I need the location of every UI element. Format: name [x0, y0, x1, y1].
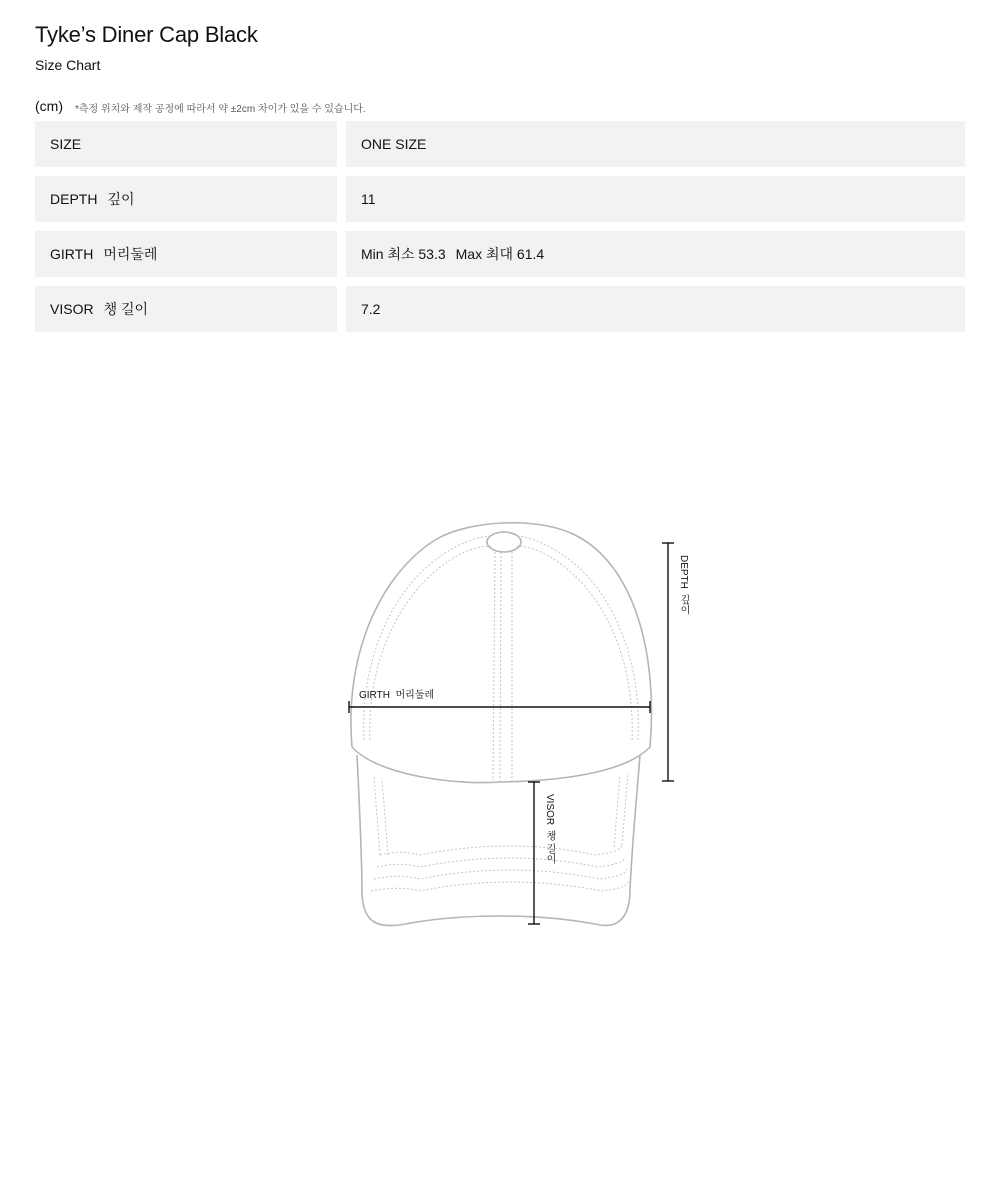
- row-label-en: GIRTH: [50, 246, 94, 262]
- cap-illustration: [340, 515, 710, 935]
- brim-front-edge: [352, 747, 650, 783]
- visor-value: 7.2: [361, 301, 381, 317]
- depth-label-kr: 깊이: [678, 594, 689, 615]
- visor-side-stitch-left: [374, 777, 380, 855]
- table-row-visor: [35, 286, 965, 332]
- visor-side-stitch-left-2: [382, 779, 388, 855]
- girth-max-value: 61.4: [516, 246, 545, 262]
- row-value: [346, 286, 965, 332]
- cap-outline: [351, 523, 652, 926]
- size-chart-subtitle: Size Chart: [35, 57, 101, 73]
- table-row-depth: [35, 176, 965, 222]
- row-label-kr: 머리둘레: [103, 246, 158, 262]
- visor-outline: [357, 755, 640, 926]
- girth-min-label: Min 최소: [361, 246, 415, 262]
- girth-min-value: 53.3: [418, 246, 446, 262]
- visor-label-en: VISOR: [544, 794, 555, 826]
- row-label: [35, 176, 337, 222]
- girth-diagram-label: [359, 686, 434, 701]
- row-label-kr: 챙 길이: [103, 301, 149, 317]
- table-row-size: [35, 121, 965, 167]
- row-value: [346, 231, 965, 277]
- depth-label-en: DEPTH: [678, 555, 689, 589]
- visor-diagram-label: [542, 794, 557, 863]
- product-title: Tyke’s Diner Cap Black: [35, 22, 258, 47]
- depth-value: 11: [361, 191, 376, 207]
- girth-label-en: GIRTH: [359, 690, 390, 701]
- crown-stitch-right-2: [516, 546, 632, 740]
- visor-label-kr: 챙 길이: [544, 830, 555, 864]
- center-seam-mid: [500, 552, 501, 781]
- girth-label-kr: 머리둘레: [395, 690, 435, 701]
- row-label: [35, 286, 337, 332]
- row-label-kr: 깊이: [107, 191, 135, 207]
- center-seam-left: [493, 552, 495, 781]
- cap-diagram: [340, 515, 710, 935]
- row-label: [35, 231, 337, 277]
- unit-label: (cm): [35, 98, 63, 114]
- cap-stitching: [364, 536, 639, 891]
- row-label-en: SIZE: [50, 136, 82, 152]
- visor-stitch-1: [380, 845, 622, 855]
- crown-stitch-right: [516, 536, 638, 740]
- visor-stitch-4: [371, 881, 629, 891]
- crown-stitch-left-2: [370, 546, 492, 740]
- visor-side-stitch-right-2: [614, 775, 620, 847]
- visor-stitch-3: [374, 869, 627, 879]
- visor-stitch-2: [377, 857, 625, 867]
- row-value: [346, 121, 965, 167]
- size-table: [35, 121, 965, 341]
- row-value: [346, 176, 965, 222]
- crown-stitch-left: [364, 536, 492, 740]
- table-row-girth: [35, 231, 965, 277]
- visor-side-stitch-right: [622, 773, 628, 845]
- row-label-en: DEPTH: [50, 191, 98, 207]
- cap-button: [487, 532, 521, 552]
- measurement-note: *측정 위치와 제작 공정에 따라서 약 ±2cm 차이가 있을 수 있습니다.: [75, 104, 366, 115]
- size-value: ONE SIZE: [361, 136, 427, 152]
- row-label: [35, 121, 337, 167]
- depth-diagram-label: [676, 555, 691, 614]
- girth-max-label: Max 최대: [455, 246, 514, 262]
- row-label-en: VISOR: [50, 301, 94, 317]
